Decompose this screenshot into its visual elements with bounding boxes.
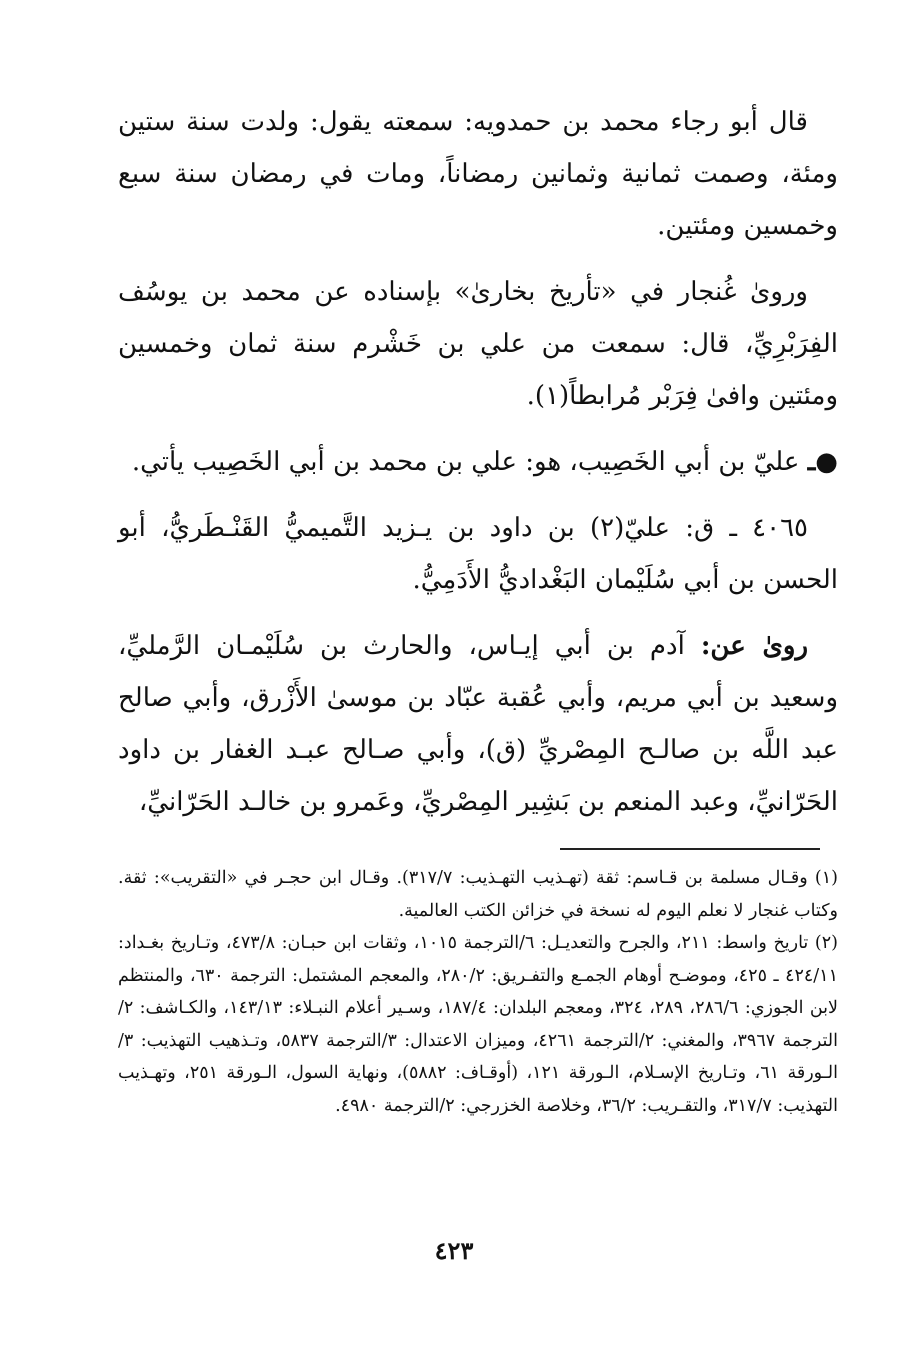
paragraph-narrated-from (118, 620, 838, 828)
footnotes-block (118, 862, 838, 1122)
paragraph-entry-4065 (118, 502, 838, 606)
narrated-from-text: آدم بن أبي إيـاس، والحارث بن سُلَيْمـان الرَّمليِّ، وسعيد بن أبي مريم، وأبي عُقبة عبّاد بن موسىٰ الأَزْرق، وأبي صالح عبد اللَّه بن صالـح المِصْريِّ (ق)، وأبي صـالح عبـد الغفار بن داود الحَرّانيِّ، وعبد المنعم بن بَشِير المِصْريِّ، وعَمرو بن خالـد الحَرّانيِّ، (118, 631, 838, 817)
narrated-from-label: روىٰ عن: (700, 631, 809, 661)
main-text-block (118, 96, 838, 842)
footnote-2: (٢) تاريخ واسط: ٢١١، والجرح والتعديـل: ٦/الترجمة ١٠١٥، وثقات ابن حبـان: ٤٧٣/٨، وتـاريخ بغـداد: ٤٢٤/١١ ـ ٤٢٥، وموضـح أوهام الجمـع والتفـريق: ٢٨٠/٢، والمعجم المشتمل: الترجمة ٦٣٠، والمنتظم لابن الجوزي: ٢٨٦/٦، ٢٨٩، ٣٢٤، ومعجم البلدان: ١٨٧/٤، وسـير أعلام النبـلاء: ١٤٣/١٣، والكـاشف: ٢/الترجمة ٣٩٦٧، والمغني: ٢/الترجمة ٤٢٦١، وميزان الاعتدال: ٣/الترجمة ٥٨٣٧، وتـذهيب التهذيب: ٣/الـورقة ٦١، وتـاريخ الإسـلام، الـورقة ١٢١، (أوقـاف: ٥٨٨٢)، ونهاية السول، الـورقة ٢٥١، وتهـذيب التهذيب: ٣١٧/٧، والتقـريب: ٣٦/٢، وخلاصة الخزرجي: ٢/الترجمة ٤٩٨٠. (118, 933, 839, 1116)
cross-reference-text: عليّ بن أبي الخَصِيب، هو: علي بن محمد بن أبي الخَصِيب يأتي. (131, 447, 800, 477)
footnote-divider (560, 848, 820, 850)
entry-number: ٤٠٦٥ ـ ق: (685, 513, 808, 543)
paragraph-birth-death: قال أبو رجاء محمد بن حمدويه: سمعته يقول: ولدت سنة ستين ومئة، وصمت ثمانية وثمانين رمضاناً، ومات في رمضان سنة سبع وخمسين ومئتين. (118, 107, 838, 241)
entry-name: عليّ(٢) بن داود بن يـزيد التَّميميُّ القَنْـطَريُّ، أبو الحسن بن أبي سُلَيْمان البَغْداديُّ الأَدَمِيُّ. (118, 513, 838, 595)
paragraph-ghunjar-report: وروىٰ غُنجار في «تأريخ بخارىٰ» بإسناده عن محمد بن يوسُف الفِرَبْرِيِّ، قال: سمعت من علي بن خَشْرم سنة ثمان وخمسين ومئتين وافىٰ فِرَبْر مُرابطاً(١). (118, 277, 838, 411)
footnote-1: (١) وقـال مسلمة بن قـاسم: ثقة (تهـذيب التهـذيب: ٣١٧/٧). وقـال ابن حجـر في «التقريب»: ثقة. وكتاب غنجار لا نعلم اليوم له نسخة في خزائن الكتب العالمية. (118, 868, 838, 921)
bullet-marker: ●ـ (807, 447, 838, 477)
paragraph-cross-reference (118, 436, 838, 488)
page-number: ٤٢٣ (434, 1236, 474, 1265)
